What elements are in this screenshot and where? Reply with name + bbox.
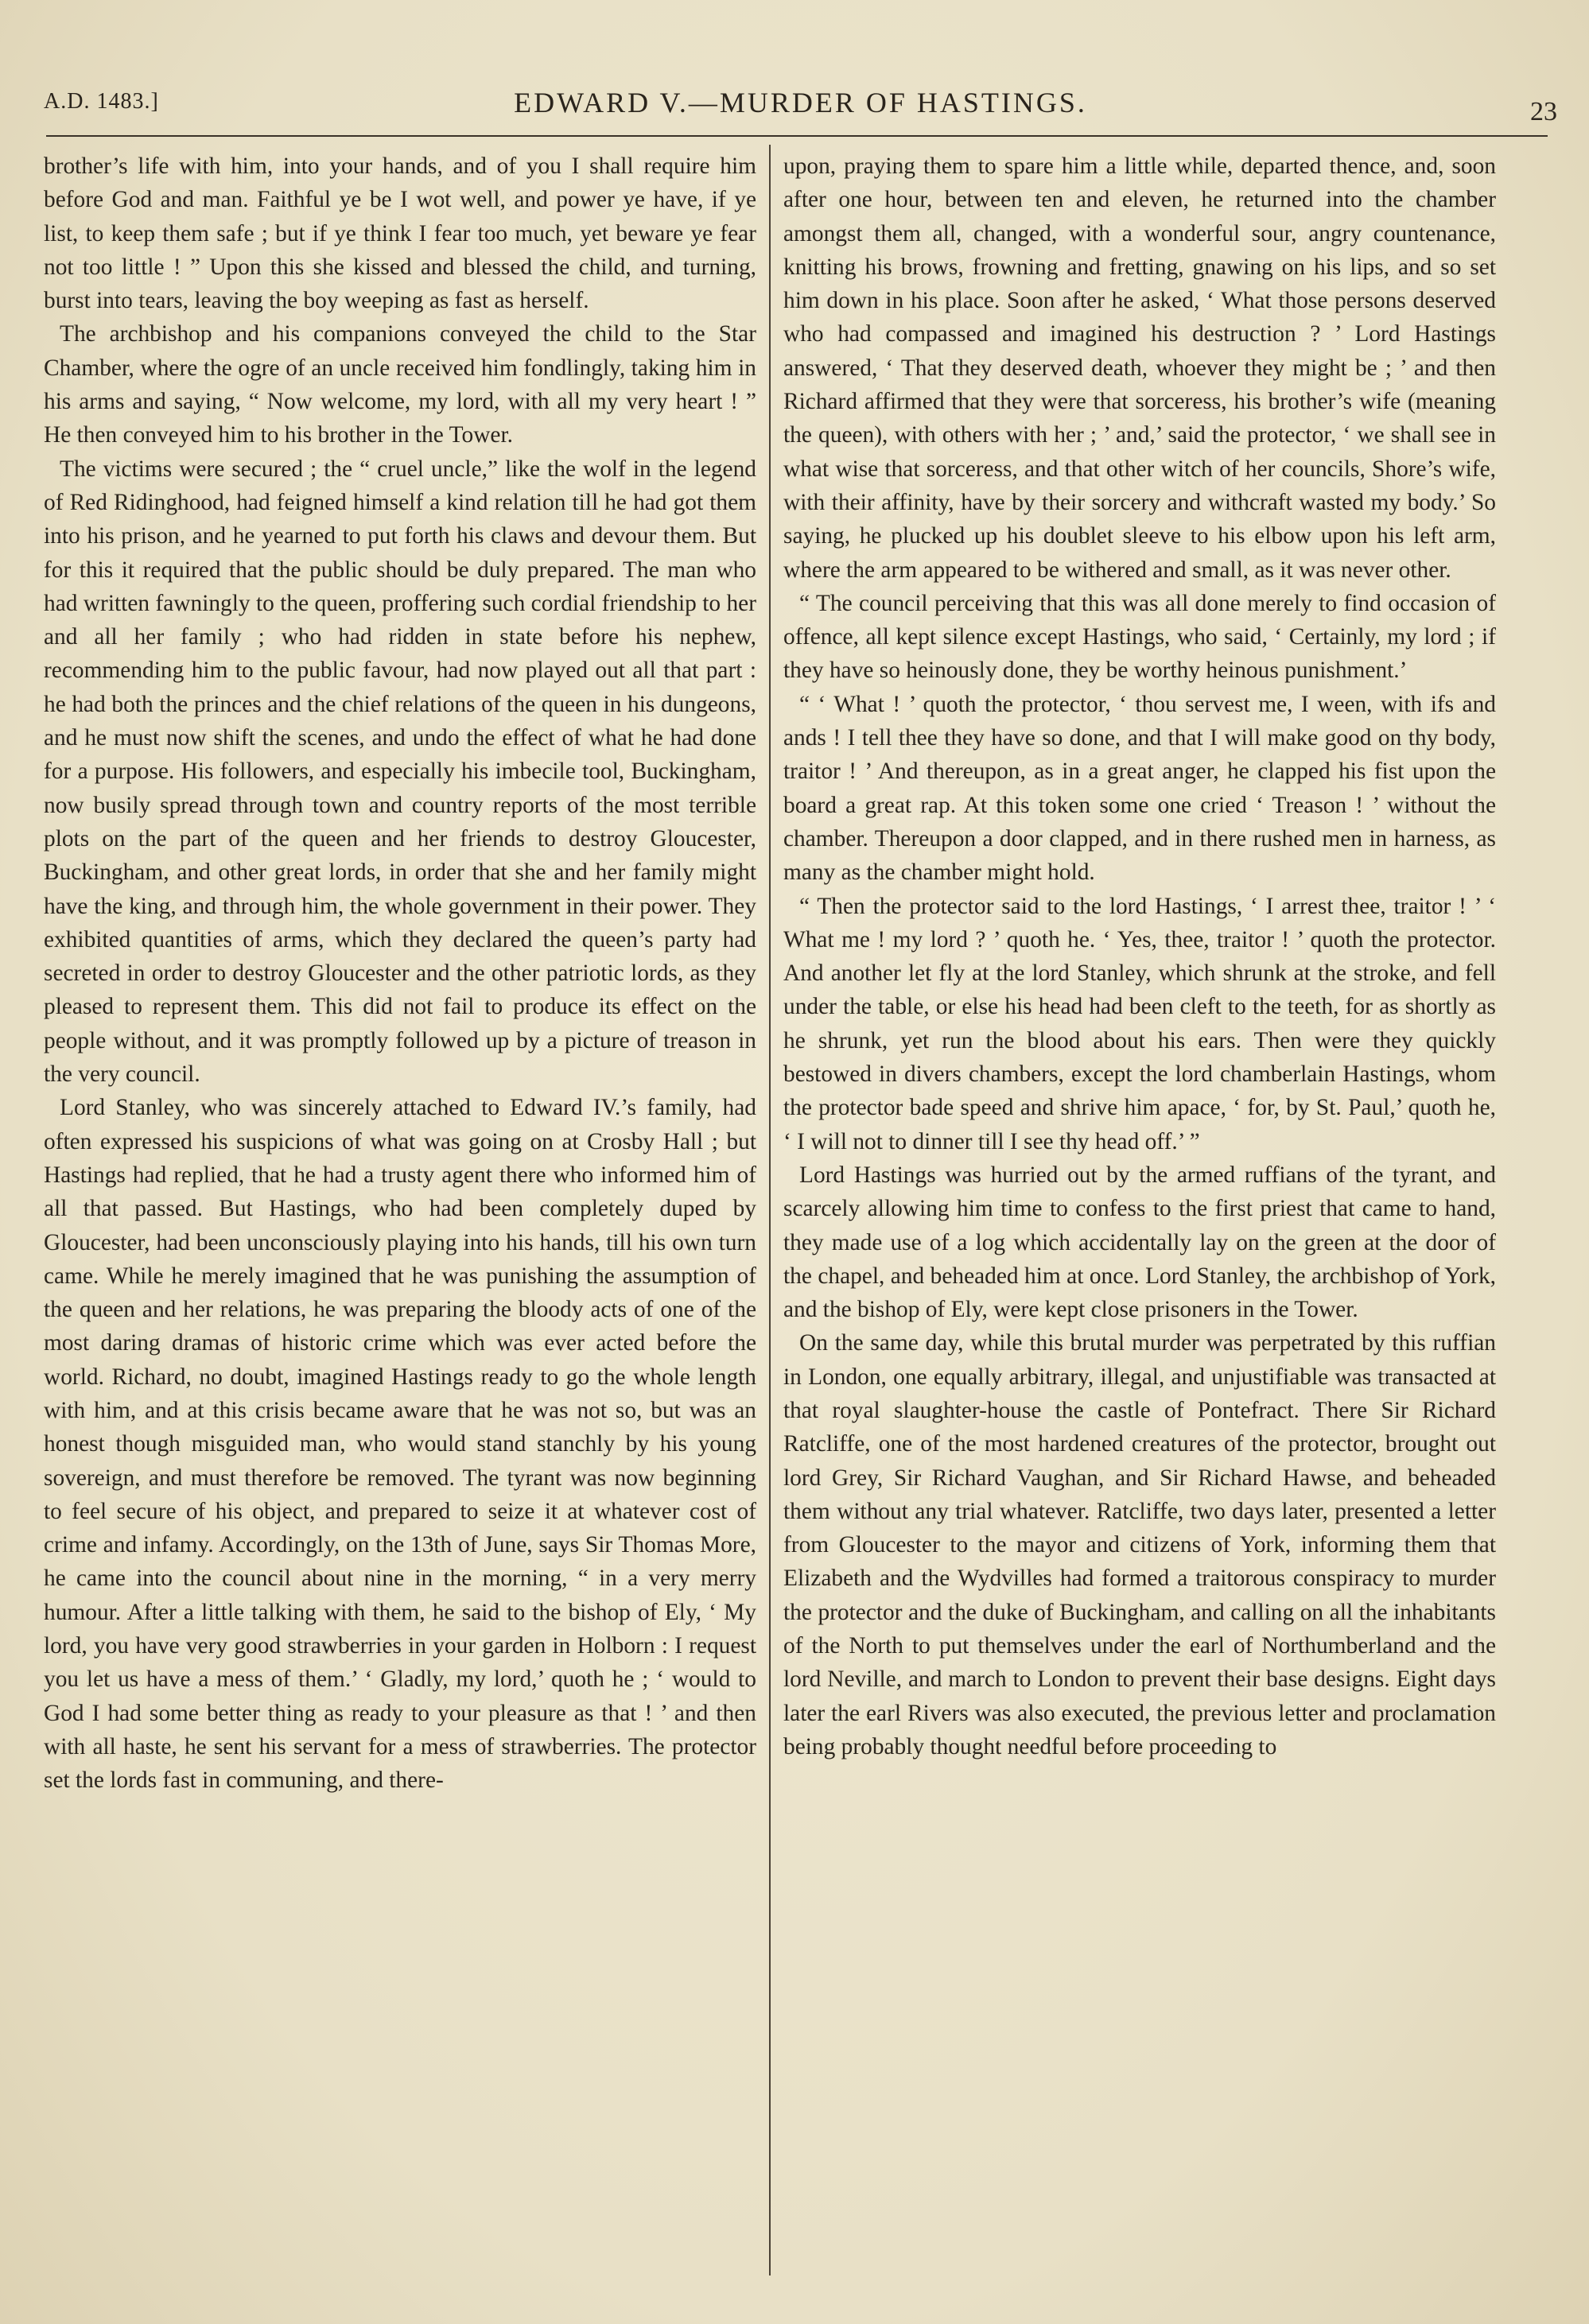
paragraph: On the same day, while this brutal murder was perpetrated by this ruffian in London, one equally arbitrary, illegal, and unjustifiable was transacted at that royal slaughter-house the castle of Pontefract. There Sir Richard Ratcliffe, one of the most hardened creatures of the protector, brought out lord Grey, Sir Richard Vaughan, and Sir Richard Hawse, and beheaded them without any trial whatever. Ratcliffe, two days later, presented a letter from Gloucester to the mayor and citizens of York, informing them that Elizabeth and the Wydvilles had formed a traitorous conspiracy to murder the protector and the duke of Buckingham, and calling on all the inhabitants of the North to put themselves under the earl of Northumberland and the lord Neville, and march to London to prevent their base designs. Eight days later the earl Rivers was also executed, the previous letter and proclamation being probably thought needful before proceeding to <box>783 1330 1496 1759</box>
paragraph: The victims were secured ; the “ cruel uncle,” like the wolf in the legend of Red Ridinghood, had feigned himself a kind relation till he had got them into his prison, and he yearned to put forth his claws and devour them. But for this it required that the public should be duly prepared. The man who had written fawningly to the queen, proffering such cordial friendship to her and all her family ; who had ridden in state before his nephew, recommending him to the public favour, had now played out all that part : he had both the princes and the chief relations of the queen in his dungeons, and he must now shift the scenes, and undo the effect of what he had done for a purpose. His followers, and especially his imbecile tool, Buckingham, now busily spread through town and country reports of the most terrible plots on the part of the queen and her friends to destroy Gloucester, Buckingham, and other great lords, in order that she and her family might have the king, and through him, the whole government in their power. They exhibited quantities of arms, which they declared the queen’s party had secreted in order to destroy Gloucester and the other patriotic lords, as they pleased to represent them. This did not fail to produce its effect on the people without, and it was promptly followed up by a picture of treason in the very council. <box>44 456 756 1088</box>
paragraph: “ Then the protector said to the lord Hastings, ‘ I arrest thee, traitor ! ’ ‘ What me ! my lord ? ’ quoth he. ‘ Yes, thee, traitor ! ’ quoth the protector. And another let fly at the lord Stanley, which shrunk at the stroke, and fell under the table, or else his head had been cleft to the teeth, for as shortly as he shrunk, yet run the blood about his ears. Then were they quickly bestowed in divers chambers, except the lord chamberlain Hastings, whom the protector bade speed and shrive him apace, ‘ for, by St. Paul,’ quoth he, ‘ I will not to dinner till I see thy head off.’ ” <box>783 893 1496 1154</box>
paragraph: upon, praying them to spare him a little while, departed thence, and, soon after one hour, between ten and eleven, he returned into the chamber amongst them all, changed, with a wonderful sour, angry countenance, knitting his brows, frowning and fretting, gnawing on his lips, and so set him down in his place. Soon after he asked, ‘ What those persons deserved who had compassed and imagined his destruction ? ’ Lord Hastings answered, ‘ That they deserved death, whoever they might be ; ’ and then Richard affirmed that they were that sorceress, his brother’s wife (meaning the queen), with others with her ; ’ and,’ said the protector, ‘ we shall see in what wise that sorceress, and that other witch of her councils, Shore’s wife, with their affinity, have by their sorcery and withcraft wasted my body.’ So saying, he plucked up his doublet sleeve to his elbow upon his left arm, where the arm appeared to be withered and small, as it was never other. <box>783 153 1496 583</box>
page-number: 23 <box>1530 97 1557 126</box>
paragraph: Lord Hastings was hurried out by the armed ruffians of the tyrant, and scarcely allowing him time to confess to the first priest that came to hand, they made use of a log which accidentally lay on the green at the door of the chapel, and beheaded him at once. Lord Stanley, the archbishop of York, and the bishop of Ely, were kept close prisoners in the Tower. <box>783 1162 1496 1323</box>
header-rule <box>46 135 1548 137</box>
paragraph: brother’s life with him, into your hands, and of you I shall require him before God and man. Faithful ye be I wot well, and power ye have, if ye list, to keep them safe ; but if ye think I fear too much, yet beware ye fear not too little ! ” Upon this she kissed and blessed the child, and turning, burst into tears, leaving the boy weeping as fast as herself. <box>44 153 756 314</box>
paragraph: “ ‘ What ! ’ quoth the protector, ‘ thou servest me, I ween, with ifs and ands ! I tell thee they have so done, and that I will make good on thy body, traitor ! ’ And thereupon, as in a great anger, he clapped his fist upon the board a great rap. At this token some one cried ‘ Treason ! ’ without the chamber. Thereupon a door clapped, and in there rushed men in harness, as many as the chamber might hold. <box>783 691 1496 886</box>
paragraph: Lord Stanley, who was sincerely attached to Edward IV.’s family, had often expressed his suspicions of what was going on at Crosby Hall ; but Hastings had replied, that he had a trusty agent there who informed him of all that passed. But Hastings, who had been completely duped by Gloucester, had been unconsciously playing into his hands, till his own turn came. While he merely imagined that he was punishing the assumption of the queen and her relations, he was preparing the bloody acts of one of the most daring dramas of historic crime which was ever acted before the world. Richard, no doubt, imagined Hastings ready to go the whole length with him, and at this crisis became aware that he was not so, but was an honest though misguided man, who would stand stanchly by his young sovereign, and must therefore be removed. The tyrant was now beginning to feel secure of his object, and prepared to seize it at whatever cost of crime and infamy. Accordingly, on the 13th of June, says Sir Thomas More, he came into the council about nine in the morning, “ in a very merry humour. After a little talking with them, he said to the bishop of Ely, ‘ My lord, you have very good strawberries in your garden in Holborn : I request you let us have a mess of them.’ ‘ Gladly, my lord,’ quoth he ; ‘ would to God I had some better thing as ready to your pleasure as that ! ’ and then with all haste, he sent his servant for a mess of strawberries. The protector set the lords fast in communing, and there- <box>44 1095 756 1794</box>
paragraph: The archbishop and his companions conveyed the child to the Star Chamber, where the ogre of an uncle received him fondlingly, taking him in his arms and saying, “ Now welcome, my lord, with all my very heart ! ” He then conveyed him to his brother in the Tower. <box>44 321 756 448</box>
left-column <box>44 149 756 2296</box>
running-header <box>44 86 1557 134</box>
column-divider <box>769 145 771 2276</box>
right-column <box>783 149 1496 2296</box>
header-title: EDWARD V.—MURDER OF HASTINGS. <box>514 87 1087 118</box>
header-date: A.D. 1483.] <box>44 89 159 114</box>
paragraph: “ The council perceiving that this was all done merely to find occasion of offence, all kept silence except Hastings, who said, ‘ Certainly, my lord ; if they have so heinously done, they be worthy heinous punishment.’ <box>783 590 1496 684</box>
